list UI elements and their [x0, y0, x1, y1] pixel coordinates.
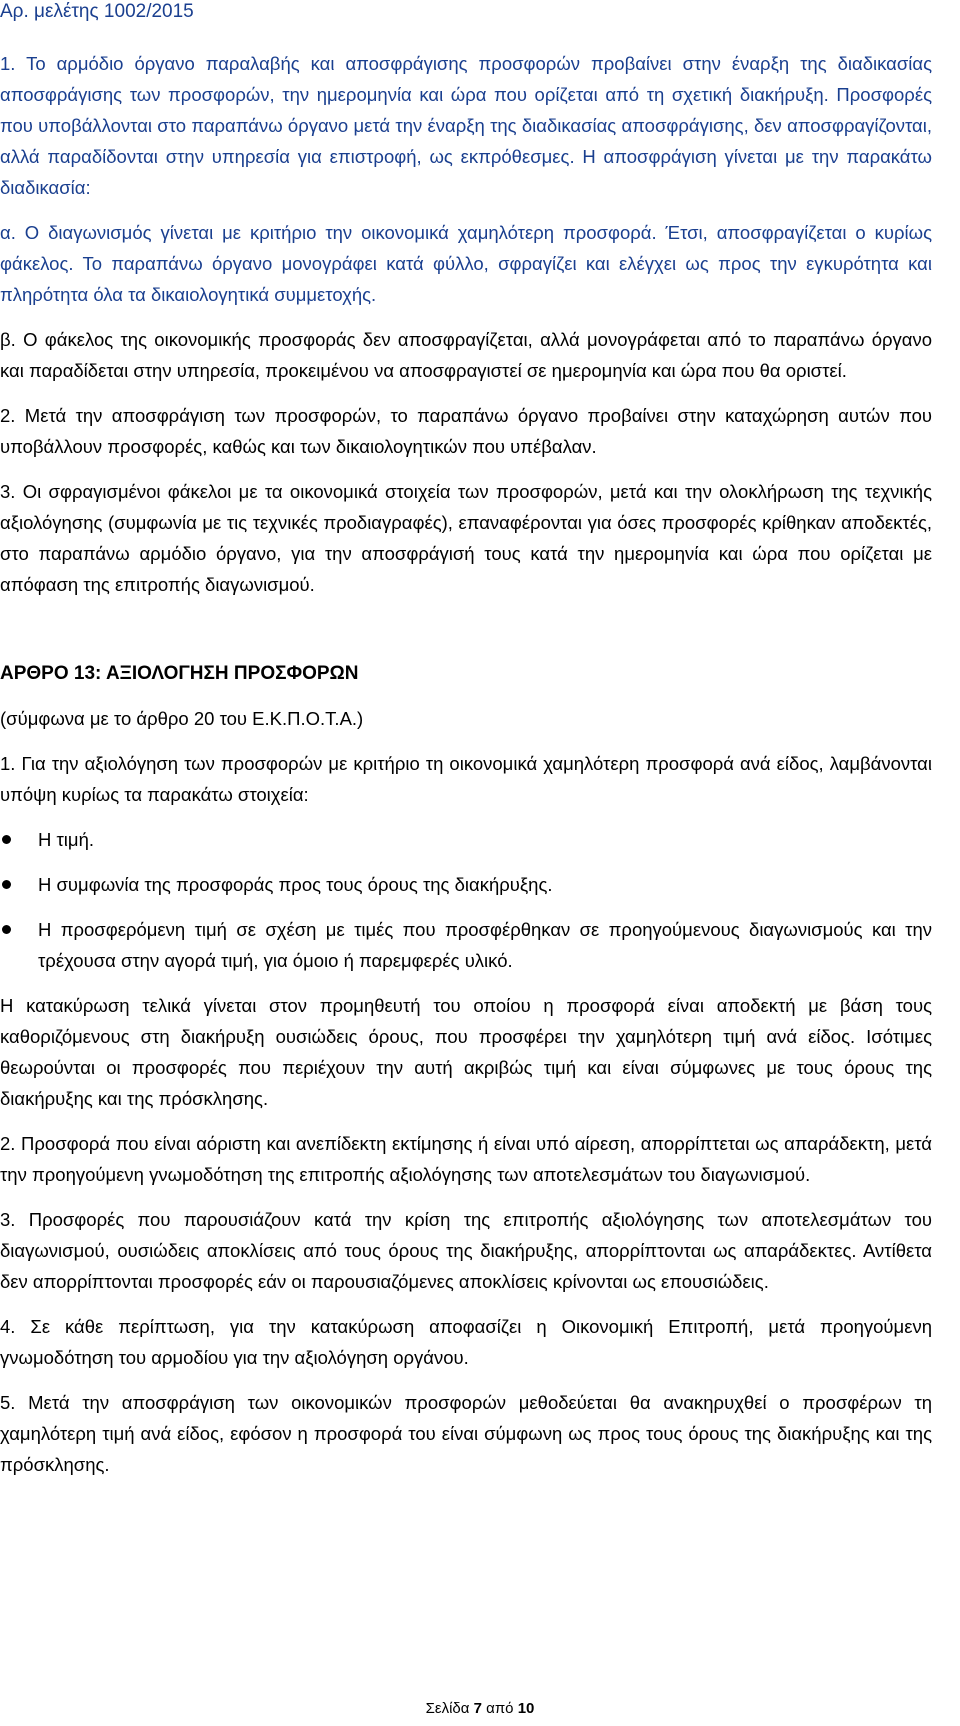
evaluation-criteria-list [0, 824, 932, 976]
article-13-title: ΑΡΘΡΟ 13: ΑΞΙΟΛΟΓΗΣΗ ΠΡΟΣΦΟΡΩΝ [0, 663, 359, 684]
bullet-icon [2, 925, 11, 934]
list-item-text: Η συμφωνία της προσφοράς προς τους όρους της διακήρυξης. [38, 874, 553, 895]
list-item [0, 824, 932, 855]
paragraph-2: 2. Μετά την αποσφράγιση των προσφορών, το παραπάνω όργανο προβαίνει στην καταχώρηση αυτών που υποβάλλουν προσφορές, καθώς και των δικαιολογητικών που υπέβαλαν. [0, 405, 932, 457]
footer-total-pages: 10 [517, 1700, 535, 1717]
footer-of: από [486, 1700, 514, 1717]
page-number-footer [0, 1698, 960, 1720]
article-13-paragraph-3: 3. Προσφορές που παρουσιάζουν κατά την κρίση της επιτροπής αξιολόγησης των αποτελεσμάτων του διαγωνισμού, ουσιώδεις αποκλίσεις από τους όρους της διακήρυξης, απορρίπτονται ως απαράδεκτες. Αντίθετα δεν απορρίπτονται προσφορές εάν οι παρουσιαζόμενες αποκλίσεις κρίνονται ως επουσιώδεις. [0, 1209, 932, 1292]
footer-label: Σελίδα [425, 1700, 470, 1717]
article-13-paragraph-2: 2. Προσφορά που είναι αόριστη και ανεπίδεκτη εκτίμησης ή είναι υπό αίρεση, απορρίπτεται ως απαράδεκτη, μετά την προηγούμενη γνωμοδότηση της επιτροπής αξιολόγησης των αποτελεσμάτων του διαγωνισμού. [0, 1133, 932, 1185]
article-13-paragraph-5: 5. Μετά την αποσφράγιση των οικονομικών προσφορών μεθοδεύεται θα ανακηρυχθεί ο προσφέρων τη χαμηλότερη τιμή ανά είδος, εφόσον η προσφορά του είναι σύμφωνη ως προς τους όρους της διακήρυξης και της πρόσκλησης. [0, 1392, 932, 1475]
section-spacer [0, 614, 932, 658]
list-item-text: Η προσφερόμενη τιμή σε σχέση με τιμές που προσφέρθηκαν σε προηγούμενους διαγωνισμούς και την τρέχουσα στην αγορά τιμή, για όμοιο ή παρεμφερές υλικό. [38, 919, 932, 971]
article-13-paragraph-1: 1. Για την αξιολόγηση των προσφορών με κριτήριο τη οικονομικά χαμηλότερη προσφορά ανά είδος, λαμβάνονται υπόψη κυρίως τα παρακάτω στοιχεία: [0, 753, 932, 805]
footer-current-page: 7 [473, 1700, 482, 1717]
list-item [0, 914, 932, 976]
paragraph-3: 3. Οι σφραγισμένοι φάκελοι με τα οικονομικά στοιχεία των προσφορών, μετά και την ολοκλήρωση της τεχνικής αξιολόγησης (συμφωνία με τις τεχνικές προδιαγραφές), επαναφέρονται για όσες προσφορές κρίθηκαν αποδεκτές, στο παραπάνω αρμόδιο όργανο, για την αποσφράγισή τους κατά την ημερομηνία και ώρα που ορίζεται με απόφαση της επιτροπής διαγωνισμού. [0, 481, 932, 595]
bullet-icon [2, 880, 11, 889]
document-body [0, 48, 932, 1494]
article-13-paragraph-4: 4. Σε κάθε περίπτωση, για την κατακύρωση αποφασίζει η Οικονομική Επιτροπή, μετά προηγούμενη γνωμοδότηση του αρμοδίου για την αξιολόγηση οργάνου. [0, 1316, 932, 1368]
article-13-subtitle: (σύμφωνα με το άρθρο 20 του Ε.Κ.Π.Ο.Τ.Α.) [0, 708, 364, 729]
paragraph-opening-procedure: 1. Το αρμόδιο όργανο παραλαβής και αποσφράγισης προσφορών προβαίνει στην έναρξη της διαδικασίας αποσφράγισης των προσφορών, την ημερομηνία και ώρα που ορίζεται από τη σχετική διακήρυξη. Προσφορές που υποβάλλονται στο παραπάνω όργανο μετά την έναρξη της διαδικασίας αποσφράγισης, δεν αποσφραγίζονται, αλλά παραδίδονται στην υπηρεσία για επιστροφή, ως εκπρόθεσμες. Η αποσφράγιση γίνεται με την παρακάτω διαδικασία: [0, 53, 932, 198]
paragraph-alpha: α. Ο διαγωνισμός γίνεται με κριτήριο την οικονομικά χαμηλότερη προσφορά. Έτσι, αποσφραγίζεται ο κυρίως φάκελος. Το παραπάνω όργανο μονογράφει κατά φύλλο, σφραγίζει και ελέγχει ως προς την εγκυρότητα και πληρότητα όλα τα δικαιολογητικά συμμετοχής. [0, 222, 932, 305]
paragraph-beta: β. Ο φάκελος της οικονομικής προσφοράς δεν αποσφραγίζεται, αλλά μονογράφεται από το παραπάνω όργανο και παραδίδεται στην υπηρεσία, προκειμένου να αποσφραγιστεί σε ημερομηνία και ώρα που θα οριστεί. [0, 329, 932, 381]
list-item [0, 869, 932, 900]
list-item-text: Η τιμή. [38, 829, 95, 850]
document-reference: Αρ. μελέτης 1002/2015 [0, 1, 194, 22]
bullet-icon [2, 835, 11, 844]
article-13-award-paragraph: Η κατακύρωση τελικά γίνεται στον προμηθευτή του οποίου η προσφορά είναι αποδεκτή με βάση τους καθοριζόμενους στη διακήρυξη ουσιώδεις όρους, που προσφέρει την χαμηλότερη τιμή ανά είδος. Ισότιμες θεωρούνται οι προσφορές που περιέχουν την αυτή ακριβώς τιμή και είναι σύμφωνες με τους όρους της διακήρυξης και της πρόσκλησης. [0, 995, 932, 1109]
